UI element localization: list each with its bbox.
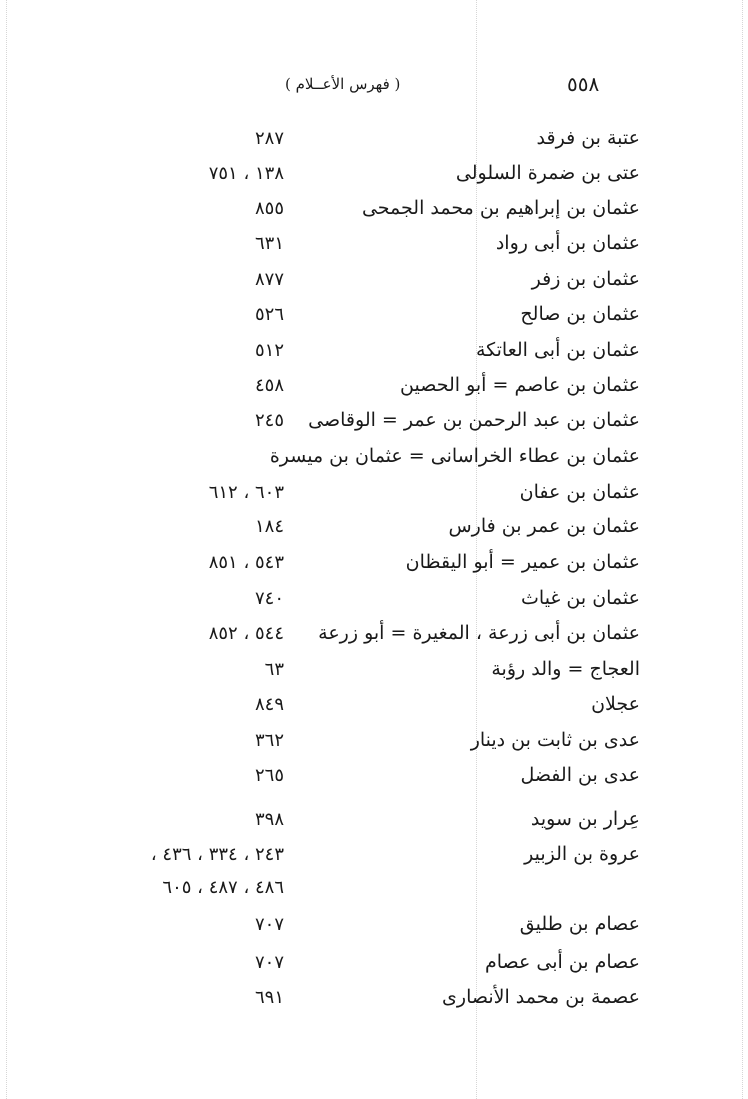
- entry-pages: ٤٥٨: [254, 375, 284, 396]
- index-entry: [0, 808, 748, 842]
- entry-pages: ٦٣١: [254, 233, 284, 254]
- entry-pages: ٣٦٢: [254, 730, 284, 751]
- index-entry: [0, 232, 748, 266]
- entry-name: عصام بن طليق: [519, 913, 640, 935]
- index-entry: [0, 551, 748, 585]
- entry-pages: ١٣٨ ، ٧٥١: [208, 163, 284, 184]
- running-title: ( فهرس الأعــلام ): [285, 75, 401, 93]
- entry-name: عثمان بن غياث: [521, 587, 640, 609]
- entry-name: عثمان بن عمر بن فارس: [448, 515, 640, 537]
- entry-name: عروة بن الزبير: [524, 843, 640, 865]
- entry-pages: ٢٦٥: [254, 765, 284, 786]
- entry-pages: ٢٨٧: [254, 128, 284, 149]
- entry-pages: ٧٠٧: [254, 952, 284, 973]
- index-entry: [0, 658, 748, 692]
- entry-name: العجاج = والد رؤبة: [491, 658, 640, 680]
- entry-name: عثمان بن صالح: [520, 303, 640, 325]
- index-entry: [0, 764, 748, 798]
- entry-pages: ٦٣: [264, 659, 284, 680]
- entry-pages: ٨٤٩: [254, 694, 284, 715]
- entry-name: عصمة بن محمد الأنصارى: [442, 986, 640, 1008]
- entry-name: عتبة بن فرقد: [536, 127, 640, 149]
- index-entry: [0, 409, 748, 443]
- entry-name: عثمان بن عفان: [519, 481, 640, 503]
- entry-pages: ٢٤٥: [254, 410, 284, 431]
- index-entry: [0, 162, 748, 196]
- entry-pages: ٦٠٣ ، ٦١٢: [208, 482, 284, 503]
- index-entry: [0, 515, 748, 549]
- entry-name: عثمان بن عاصم = أبو الحصين: [400, 374, 640, 396]
- index-entry: [0, 587, 748, 621]
- entry-name: عثمان بن عمير = أبو اليقظان: [405, 551, 640, 573]
- entry-pages: ٥٤٣ ، ٨٥١: [208, 552, 284, 573]
- entry-pages: ٣٩٨: [254, 809, 284, 830]
- entry-pages: ٦٩١: [254, 987, 284, 1008]
- entry-pages: ٥٢٦: [254, 304, 284, 325]
- entry-pages: ٥٤٤ ، ٨٥٢: [208, 623, 284, 644]
- entry-name: عثمان بن إبراهيم بن محمد الجمحى: [361, 197, 640, 219]
- entry-pages: ٧٠٧: [254, 914, 284, 935]
- entry-name: عثمان بن أبى العاتكة: [475, 339, 640, 361]
- index-entry: [0, 303, 748, 337]
- entry-name: عثمان بن عبد الرحمن بن عمر = الوقاصى: [308, 409, 640, 431]
- entry-name: عدى بن ثابت بن دينار: [470, 729, 640, 751]
- index-entry: [0, 481, 748, 515]
- entry-pages: ٥١٢: [254, 340, 284, 361]
- entry-name: عثمان بن زفر: [531, 268, 640, 290]
- entry-pages: ٤٨٦ ، ٤٨٧ ، ٦٠٥: [162, 877, 284, 898]
- entry-pages: ١٨٤: [254, 516, 284, 537]
- index-entry: [0, 843, 748, 877]
- entry-pages: ٨٥٥: [254, 198, 284, 219]
- index-entry: [0, 127, 748, 161]
- index-entry: [0, 374, 748, 408]
- index-entry: [0, 445, 748, 479]
- index-entry: [0, 913, 748, 947]
- index-entry: [0, 268, 748, 302]
- entry-name: عثمان بن أبى زرعة ، المغيرة = أبو زرعة: [318, 622, 640, 644]
- index-entry: [0, 339, 748, 373]
- index-entry: [0, 986, 748, 1020]
- entry-pages: ٧٤٠: [254, 588, 284, 609]
- entry-name: عثمان بن أبى رواد: [495, 232, 640, 254]
- index-entry-continuation: [0, 876, 748, 910]
- entry-name: عِرار بن سويد: [530, 808, 640, 830]
- entry-pages: ٢٤٣ ، ٣٣٤ ، ٤٣٦ ،: [150, 844, 284, 865]
- page-header: [0, 72, 748, 102]
- index-entry: [0, 622, 748, 656]
- entry-name: عتى بن ضمرة السلولى: [455, 162, 640, 184]
- entry-name: عدى بن الفضل: [520, 764, 640, 786]
- index-entry: [0, 693, 748, 727]
- page-number: ٥٥٨: [567, 72, 600, 96]
- entry-name: عصام بن أبى عصام: [484, 951, 640, 973]
- entry-pages: ٨٧٧: [254, 269, 284, 290]
- entry-name: عثمان بن عطاء الخراسانى = عثمان بن ميسرة: [269, 445, 640, 467]
- entry-name: عجلان: [591, 693, 640, 715]
- index-entry: [0, 197, 748, 231]
- index-entry: [0, 729, 748, 763]
- index-entry: [0, 951, 748, 985]
